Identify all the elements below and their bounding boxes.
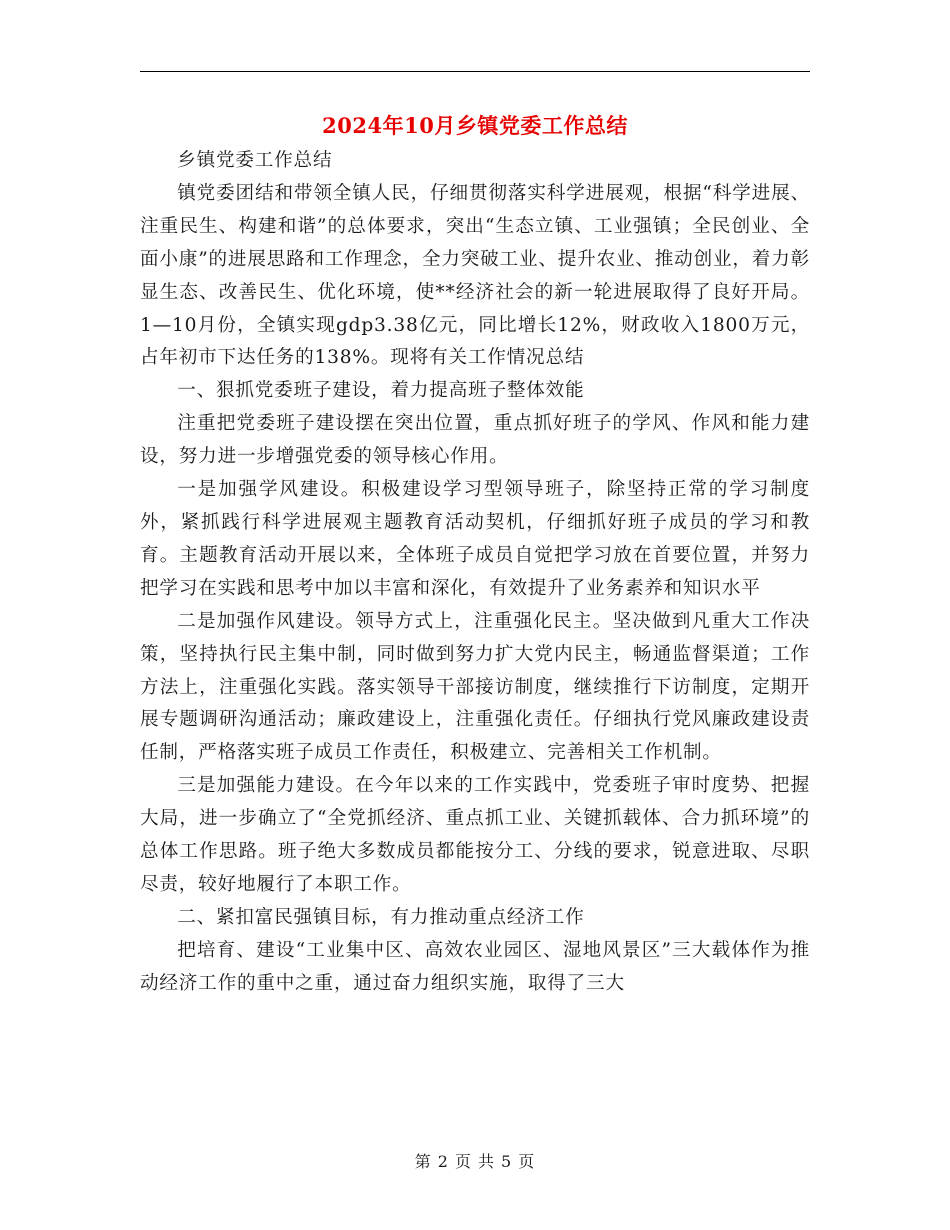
footer-suffix: 页	[518, 1152, 536, 1171]
footer-prefix: 第	[414, 1152, 432, 1171]
document-title: 2024年10月乡镇党委工作总结	[322, 113, 628, 138]
paragraph: 把培育、建设“工业集中区、高效农业园区、湿地风景区”三大载体作为推动经济工作的重中之重，通过奋力组织实施，取得了三大	[140, 939, 810, 994]
section-heading-1: 一、狠抓党委班子建设，着力提高班子整体效能	[177, 380, 585, 402]
paragraph: 二是加强作风建设。领导方式上，注重强化民主。坚决做到凡重大工作决策，坚持执行民主集中制，同时做到努力扩大党内民主，畅通监督渠道；工作方法上，注重强化实践。落实领导干部接访制度，继续推行下访制度，定期开展专题调研沟通活动；廉政建设上，注重强化责任。仔细执行党风廉政建设责任制，严格落实班子成员工作责任，积极建立、完善相关工作机制。	[140, 610, 810, 764]
footer-middle: 页	[454, 1152, 472, 1171]
paragraph: 三是加强能力建设。在今年以来的工作实践中，党委班子审时度势、把握大局，进一步确立了“全党抓经济、重点抓工业、关键抓载体、合力抓环境”的总体工作思路。班子绝大多数成员都能按分工、分线的要求，锐意进取、尽职尽责，较好地履行了本职工作。	[140, 775, 810, 895]
document-body	[140, 145, 810, 1001]
paragraph: 一是加强学风建设。积极建设学习型领导班子，除坚持正常的学习制度外，紧抓践行科学进展观主题教育活动契机，仔细抓好班子成员的学习和教育。主题教育活动开展以来，全体班子成员自觉把学习放在首要位置，并努力把学习在实践和思考中加以丰富和深化，有效提升了业务素养和知识水平	[140, 479, 810, 599]
footer-gong: 共	[478, 1152, 496, 1171]
header-rule	[140, 71, 810, 72]
paragraph-subtitle: 乡镇党委工作总结	[177, 150, 333, 171]
page-total: 5	[501, 1152, 513, 1171]
paragraph-intro: 镇党委团结和带领全镇人民，仔细贯彻落实科学进展观，根据“科学进展、注重民生、构建和谐”的总体要求，突出“生态立镇、工业强镇；全民创业、全面小康”的进展思路和工作理念，全力突破工业、提升农业、推动创业，着力彰显生态、改善民生、优化环境，使**经济社会的新一轮进展取得了良好开局。1—10月份，全镇实现gdp3.38亿元，同比增长12%，财政收入1800万元，占年初市下达任务的138%。现将有关工作情况总结	[140, 182, 810, 369]
paragraph: 注重把党委班子建设摆在突出位置，重点抓好班子的学风、作风和能力建设，努力进一步增强党委的领导核心作用。	[140, 413, 810, 468]
page-footer	[140, 1150, 810, 1174]
section-heading-2: 二、紧扣富民强镇目标，有力推动重点经济工作	[177, 906, 585, 928]
page-number: 2	[437, 1152, 449, 1171]
